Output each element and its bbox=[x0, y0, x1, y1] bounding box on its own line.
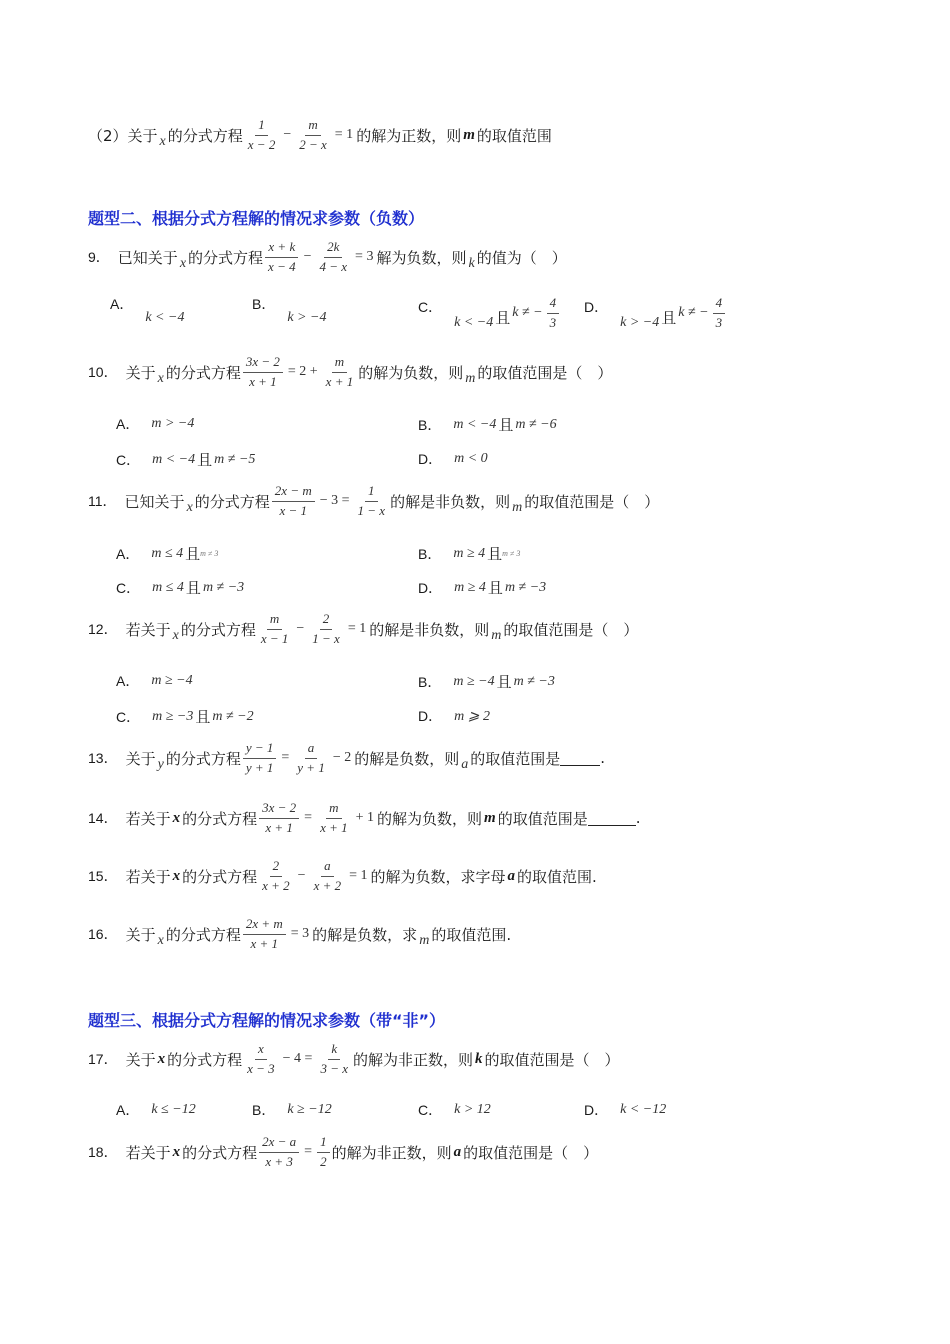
option-expr: m ≤ 4 bbox=[152, 579, 184, 595]
option-expr: k < −4 bbox=[454, 315, 494, 331]
option-label: C． bbox=[418, 1102, 443, 1118]
question-18 bbox=[88, 1135, 598, 1170]
q14-rhs: + 1 bbox=[355, 810, 375, 826]
q16-lead: 关于 bbox=[125, 925, 156, 944]
option-expr: k < −4 bbox=[145, 310, 185, 325]
question-10 bbox=[88, 355, 612, 390]
option-expr: k > −4 bbox=[287, 310, 327, 325]
q11-number: 11． bbox=[88, 493, 117, 510]
q15-tail-1: 的解为负数，求字母 bbox=[370, 867, 506, 886]
q14-end: . bbox=[635, 809, 641, 828]
q12-tail-1: 的解是非负数，则 bbox=[369, 620, 490, 639]
q10-mid: 的分式方程 bbox=[165, 363, 241, 382]
q10-fraction-1: $\frac{3x - 2}{x + 1}$ bbox=[243, 355, 283, 390]
q16-tail-2: 的取值范围. bbox=[431, 925, 512, 944]
option-and: 且 bbox=[487, 545, 503, 563]
q13-end: . bbox=[600, 749, 606, 768]
q13-answer-blank[interactable] bbox=[560, 751, 600, 766]
option-label: C． bbox=[116, 579, 141, 596]
q14-answer-blank[interactable] bbox=[588, 811, 636, 826]
q11-option-d[interactable] bbox=[418, 577, 548, 598]
q14-eq: = bbox=[304, 810, 313, 826]
q12-option-a[interactable] bbox=[116, 671, 195, 691]
q14-fraction-1: $\frac{3x - 2}{x + 1}$ bbox=[259, 801, 299, 836]
q8-mid: 的分式方程 bbox=[167, 126, 243, 145]
question-14 bbox=[88, 801, 641, 836]
q9-number: 9． bbox=[88, 249, 110, 266]
q11-option-c[interactable] bbox=[116, 577, 246, 598]
q10-option-c[interactable] bbox=[116, 449, 257, 470]
q14-tail-2: 的取值范围是 bbox=[497, 809, 588, 828]
q12-fraction-1: $\frac{m}{x - 1}$ bbox=[260, 611, 289, 646]
option-label: D． bbox=[418, 451, 443, 467]
q10-eq: = 2 + bbox=[287, 364, 318, 380]
option-expr-2: k ≠ − bbox=[512, 305, 543, 321]
option-and: 且 bbox=[197, 451, 213, 469]
q15-number: 15． bbox=[88, 868, 118, 885]
option-expr: k > 12 bbox=[454, 1102, 491, 1117]
option-expr-2: m ≠ −3 bbox=[504, 579, 547, 595]
option-and: 且 bbox=[185, 579, 201, 597]
q15-fraction-2: $\frac{a}{x + 2}$ bbox=[313, 858, 342, 893]
q17-option-a[interactable] bbox=[116, 1100, 198, 1120]
q15-a-var: a bbox=[507, 867, 516, 884]
q18-var: x bbox=[172, 1143, 181, 1160]
q13-number: 13． bbox=[88, 750, 118, 767]
q9-rhs: = 3 bbox=[355, 249, 374, 265]
q10-var: x bbox=[157, 371, 164, 387]
option-expr-2: m ≠ −6 bbox=[515, 416, 557, 432]
q8-m-var: m bbox=[463, 126, 475, 143]
q18-tail-1: 的解为非正数，则 bbox=[331, 1143, 452, 1162]
q13-mid: 的分式方程 bbox=[165, 749, 241, 768]
q17-k-var: k bbox=[475, 1050, 483, 1067]
q17-tail-2: 的取值范围是（ ） bbox=[484, 1050, 620, 1069]
q14-m-var: m bbox=[484, 809, 496, 826]
q16-number: 16． bbox=[88, 926, 118, 943]
option-expr: m > −4 bbox=[151, 416, 195, 431]
section-heading-type-3: 题型三、根据分式方程解的情况求参数（带“非”） bbox=[88, 1011, 446, 1030]
option-expr: m ≥ −3 bbox=[152, 708, 194, 724]
option-expr: m ≤ 4 bbox=[151, 545, 184, 561]
option-label: D． bbox=[418, 708, 443, 724]
option-and: 且 bbox=[195, 708, 211, 726]
q10-m-var: m bbox=[465, 371, 476, 387]
q15-tail-2: 的取值范围. bbox=[517, 867, 597, 886]
q13-eq: = bbox=[281, 750, 290, 766]
q11-var: x bbox=[186, 500, 193, 516]
q18-a-var: a bbox=[453, 1143, 462, 1160]
option-fraction: $\frac{4}{3}$ bbox=[547, 296, 560, 331]
q8-tail-1: 的解为正数，则 bbox=[356, 126, 462, 145]
q16-tail-1: 的解是负数，求 bbox=[312, 925, 418, 944]
q10-option-b[interactable] bbox=[418, 414, 559, 435]
option-and: 且 bbox=[487, 579, 503, 597]
q9-lead: 已知关于 bbox=[117, 248, 178, 267]
q13-fraction-2: $\frac{a}{y + 1}$ bbox=[297, 740, 325, 775]
q18-tail-2: 的取值范围是（ ） bbox=[463, 1143, 599, 1162]
q8-operator: − bbox=[283, 127, 292, 143]
q9-var: x bbox=[179, 256, 187, 272]
q17-lead: 关于 bbox=[125, 1050, 156, 1069]
q16-mid: 的分式方程 bbox=[165, 925, 241, 944]
option-tiny-expr: m ≠ 3 bbox=[502, 549, 521, 558]
q18-fraction-2: $\frac{1}{2}$ bbox=[317, 1135, 330, 1170]
question-17 bbox=[88, 1042, 620, 1077]
option-label: D． bbox=[584, 1102, 609, 1118]
q15-var: x bbox=[172, 867, 181, 884]
q13-rhs: − 2 bbox=[332, 750, 352, 766]
q12-option-c[interactable] bbox=[116, 706, 256, 727]
option-label: A． bbox=[110, 296, 134, 312]
option-expr: m ≥ 4 bbox=[454, 579, 486, 595]
q8-rhs: = 1 bbox=[334, 127, 354, 143]
option-label: B． bbox=[418, 545, 442, 562]
q14-number: 14． bbox=[88, 810, 118, 827]
q15-operator: − bbox=[297, 868, 306, 884]
question-12 bbox=[88, 612, 638, 647]
q8-fraction-2: $\frac{m}{2 - x}$ bbox=[299, 117, 327, 152]
q11-option-b[interactable] bbox=[418, 543, 520, 564]
q13-lead: 关于 bbox=[125, 749, 156, 768]
q17-mid: 的分式方程 bbox=[167, 1050, 243, 1069]
q12-fraction-2: $\frac{2}{1 - x}$ bbox=[312, 611, 340, 646]
option-expr: m ≥ −4 bbox=[151, 673, 193, 688]
q15-mid: 的分式方程 bbox=[182, 867, 258, 886]
option-expr-2: m ≠ −3 bbox=[513, 673, 555, 689]
q9-option-b[interactable] bbox=[252, 296, 328, 325]
q13-tail-2: 的取值范围是 bbox=[470, 749, 561, 768]
option-expr: k < −12 bbox=[620, 1102, 667, 1117]
q11-option-a[interactable] bbox=[116, 543, 218, 564]
q16-fraction-1: $\frac{2x + m}{x + 1}$ bbox=[243, 917, 286, 952]
option-label: A． bbox=[116, 1102, 140, 1118]
option-and: 且 bbox=[661, 308, 677, 327]
q11-tail-1: 的解是非负数，则 bbox=[390, 492, 511, 511]
q16-m-var: m bbox=[419, 933, 430, 949]
q12-number: 12． bbox=[88, 621, 118, 638]
question-8-part-2 bbox=[88, 118, 552, 153]
q10-option-a[interactable] bbox=[116, 414, 196, 434]
q9-option-d[interactable] bbox=[584, 296, 727, 331]
q10-tail-2: 的取值范围是（ ） bbox=[477, 363, 613, 382]
q13-fraction-1: $\frac{y - 1}{y + 1}$ bbox=[243, 741, 277, 776]
option-tiny-expr: m ≠ 3 bbox=[200, 549, 219, 558]
q9-k-var: k bbox=[468, 256, 475, 272]
q9-mid: 的分式方程 bbox=[188, 248, 264, 267]
question-9 bbox=[88, 240, 567, 275]
q12-rhs: = 1 bbox=[347, 621, 367, 637]
q11-mid: 的分式方程 bbox=[194, 492, 270, 511]
q11-m-var: m bbox=[512, 500, 523, 516]
q18-mid: 的分式方程 bbox=[182, 1143, 258, 1162]
option-and: 且 bbox=[498, 416, 514, 434]
q17-fraction-1: $\frac{x}{x - 3}$ bbox=[247, 1041, 275, 1076]
option-label: C． bbox=[116, 451, 141, 468]
option-label: A． bbox=[116, 673, 140, 689]
q12-m-var: m bbox=[491, 628, 502, 644]
q17-option-b[interactable] bbox=[252, 1100, 334, 1120]
q18-lead: 若关于 bbox=[125, 1143, 171, 1162]
q8-fraction-1: $\frac{1}{x - 2}$ bbox=[247, 117, 276, 152]
option-expr: m ≥ −4 bbox=[453, 673, 495, 689]
q12-var: x bbox=[172, 628, 179, 644]
option-fraction: $\frac{4}{3}$ bbox=[713, 296, 726, 331]
q15-fraction-1: $\frac{2}{x + 2}$ bbox=[262, 858, 290, 893]
q16-var: x bbox=[157, 933, 164, 949]
option-and: 且 bbox=[496, 673, 512, 691]
q17-fraction-2: $\frac{k}{3 - x}$ bbox=[320, 1041, 348, 1076]
question-11 bbox=[88, 484, 659, 519]
q9-fraction-2: $\frac{2k}{4 - x}$ bbox=[319, 239, 348, 274]
question-15 bbox=[88, 859, 597, 894]
q12-operator: − bbox=[296, 621, 305, 637]
q11-fraction-1: $\frac{2x - m}{x - 1}$ bbox=[272, 484, 315, 519]
option-expr: k ≤ −12 bbox=[151, 1102, 196, 1117]
q9-operator: − bbox=[303, 249, 312, 265]
q14-fraction-2: $\frac{m}{x + 1}$ bbox=[320, 800, 348, 835]
q11-op: − 3 = bbox=[319, 493, 350, 509]
q17-var: x bbox=[157, 1050, 166, 1067]
q13-a-var: a bbox=[461, 757, 469, 773]
option-label: D． bbox=[584, 299, 609, 316]
q8-var: x bbox=[159, 134, 166, 150]
option-label: D． bbox=[418, 579, 443, 596]
option-expr-2: k ≠ − bbox=[678, 305, 709, 321]
q15-rhs: = 1 bbox=[349, 868, 368, 884]
section-heading-type-2: 题型二、根据分式方程解的情况求参数（负数） bbox=[88, 209, 425, 228]
q10-option-d[interactable] bbox=[418, 449, 490, 469]
option-expr: k > −4 bbox=[620, 315, 660, 331]
q14-var: x bbox=[172, 809, 181, 826]
option-expr: m < −4 bbox=[453, 416, 497, 432]
q11-lead: 已知关于 bbox=[124, 492, 185, 511]
q12-tail-2: 的取值范围是（ ） bbox=[503, 620, 639, 639]
q12-option-b[interactable] bbox=[418, 671, 557, 692]
q11-fraction-2: $\frac{1}{1 - x}$ bbox=[357, 483, 386, 518]
option-label: A． bbox=[116, 416, 140, 432]
q17-number: 17． bbox=[88, 1051, 118, 1068]
q10-fraction-2: $\frac{m}{x + 1}$ bbox=[325, 354, 354, 389]
q9-tail-1: 解为负数，则 bbox=[376, 248, 467, 267]
option-expr: m < 0 bbox=[454, 451, 488, 466]
q9-tail-2: 的值为（ ） bbox=[476, 248, 567, 267]
q17-option-c[interactable] bbox=[418, 1100, 493, 1120]
option-label: B． bbox=[418, 416, 442, 433]
q12-mid: 的分式方程 bbox=[180, 620, 256, 639]
q18-fraction-1: $\frac{2x - a}{x + 3}$ bbox=[259, 1135, 299, 1170]
q13-tail-1: 的解是负数，则 bbox=[354, 749, 460, 768]
q13-var: y bbox=[157, 757, 164, 773]
option-and: 且 bbox=[185, 545, 201, 563]
q8-tail-2: 的取值范围 bbox=[476, 126, 552, 145]
q11-tail-2: 的取值范围是（ ） bbox=[524, 492, 660, 511]
q10-lead: 关于 bbox=[125, 363, 156, 382]
q14-tail-1: 的解为负数，则 bbox=[377, 809, 483, 828]
option-expr-2: m ≠ −5 bbox=[214, 451, 256, 467]
option-label: A． bbox=[116, 545, 140, 562]
q10-tail-1: 的解为负数，则 bbox=[358, 363, 464, 382]
option-expr: m < −4 bbox=[152, 451, 196, 467]
option-expr: m ⩾ 2 bbox=[454, 708, 490, 724]
question-13 bbox=[88, 741, 605, 776]
option-expr: m ≥ 4 bbox=[453, 545, 486, 561]
option-expr: k ≥ −12 bbox=[287, 1102, 332, 1117]
q15-lead: 若关于 bbox=[125, 867, 171, 886]
q17-option-d[interactable] bbox=[584, 1100, 668, 1120]
q12-option-d[interactable] bbox=[418, 706, 492, 726]
q18-number: 18． bbox=[88, 1144, 118, 1161]
q9-option-c[interactable] bbox=[418, 296, 561, 331]
option-label: B． bbox=[252, 296, 276, 312]
option-and: 且 bbox=[495, 308, 511, 327]
option-label: B． bbox=[418, 673, 442, 690]
question-16 bbox=[88, 917, 511, 952]
option-label: C． bbox=[116, 708, 141, 725]
q8-lead: （2）关于 bbox=[88, 126, 158, 145]
q9-fraction-1: $\frac{x + k}{x - 4}$ bbox=[265, 240, 299, 275]
q18-eq: = bbox=[304, 1144, 313, 1160]
option-label: B． bbox=[252, 1102, 276, 1118]
q9-option-a[interactable] bbox=[110, 296, 186, 325]
q14-mid: 的分式方程 bbox=[182, 809, 258, 828]
option-label: C． bbox=[418, 299, 443, 316]
q16-rhs: = 3 bbox=[290, 926, 310, 942]
q17-op: − 4 = bbox=[282, 1051, 313, 1067]
q10-number: 10． bbox=[88, 364, 118, 381]
q17-tail-1: 的解为非正数，则 bbox=[353, 1050, 474, 1069]
q14-lead: 若关于 bbox=[125, 809, 171, 828]
option-expr-2: m ≠ −2 bbox=[212, 708, 254, 724]
q12-lead: 若关于 bbox=[125, 620, 171, 639]
option-expr-2: m ≠ −3 bbox=[202, 579, 245, 595]
